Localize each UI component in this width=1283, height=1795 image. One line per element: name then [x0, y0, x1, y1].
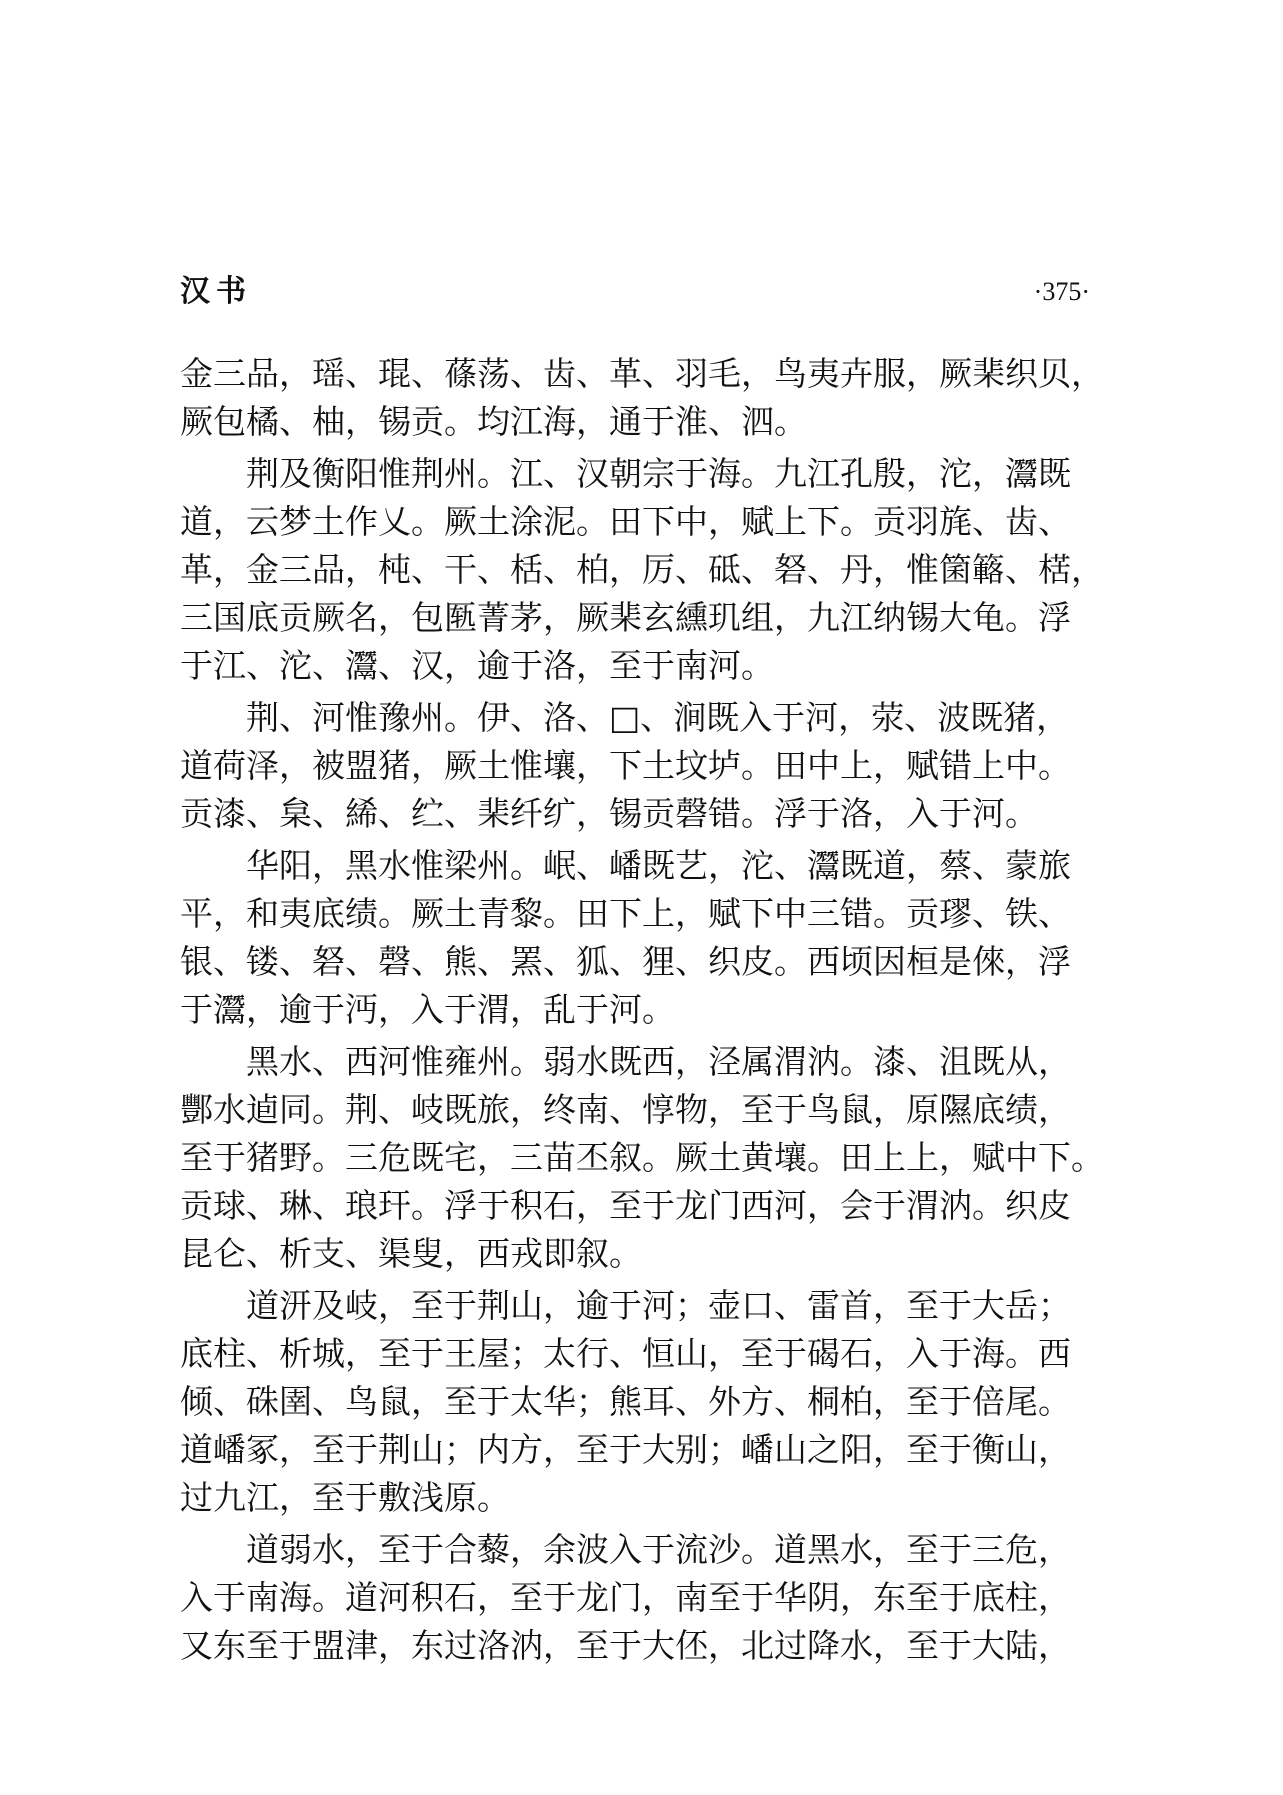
- text-line: 底柱、析城，至于王屋；太行、恒山，至于碣石，入于海。西: [180, 1334, 1071, 1373]
- text-line: 至于猪野。三危既宅，三苗丕叙。厥土黄壤。田上上，赋中下。: [180, 1138, 1104, 1177]
- text-line: 昆仑、析支、渠叟，西戎即叙。: [180, 1234, 642, 1273]
- text-line: 酆水逌同。荆、岐既旅，终南、惇物，至于鸟鼠，原隰底绩，: [180, 1090, 1071, 1129]
- page-header: [180, 272, 1090, 312]
- text-line: 革，金三品，杶、干、栝、柏，厉、砥、砮、丹，惟箘簵、楛，: [180, 550, 1104, 589]
- text-line: 于灊，逾于沔，入于渭，乱于河。: [180, 990, 675, 1029]
- paragraph-first-line: 黑水、西河惟雍州。弱水既西，泾属渭汭。漆、沮既从，: [246, 1042, 1071, 1081]
- text-line: 道荷泽，被盟猪，厥土惟壤，下土坟垆。田中上，赋错上中。: [180, 746, 1071, 785]
- text-line: 三国底贡厥名，包匦菁茅，厥棐玄纁玑组，九江纳锡大龟。浮: [180, 598, 1071, 637]
- paragraph-first-line: 华阳，黑水惟梁州。岷、嶓既艺，沱、灊既道，蔡、蒙旅: [246, 846, 1071, 885]
- running-title: 汉书: [180, 274, 252, 309]
- text-line: 平，和夷底绩。厥土青黎。田下上，赋下中三错。贡璆、铁、: [180, 894, 1071, 933]
- body-text: [180, 350, 1104, 1670]
- page-number: ·375·: [1033, 277, 1090, 306]
- text-line: 道嶓冢，至于荆山；内方，至于大别；嶓山之阳，至于衡山，: [180, 1430, 1071, 1469]
- text-line: 银、镂、砮、磬、熊、罴、狐、狸、织皮。西顷因桓是倈，浮: [180, 942, 1071, 981]
- text-line: 贡球、琳、琅玕。浮于积石，至于龙门西河，会于渭汭。织皮: [180, 1186, 1071, 1225]
- paragraph-first-line: 道弱水，至于合藜，余波入于流沙。道黑水，至于三危，: [246, 1530, 1071, 1569]
- text-line: 又东至于盟津，东过洛汭，至于大伾，北过降水，至于大陆，: [180, 1626, 1071, 1665]
- text-line: 金三品，瑶、琨、蓧荡、齿、革、羽毛，鸟夷卉服，厥棐织贝，: [180, 354, 1104, 393]
- text-line: 倾、硃圉、鸟鼠，至于太华；熊耳、外方、桐柏，至于倍尾。: [180, 1382, 1071, 1421]
- text-line: 道，云梦土作乂。厥土涂泥。田下中，赋上下。贡羽旄、齿、: [180, 502, 1071, 541]
- text-line: 过九江，至于敷浅原。: [180, 1478, 510, 1517]
- text-line: 贡漆、枲、絺、纻、棐纤纩，锡贡磬错。浮于洛，入于河。: [180, 794, 1038, 833]
- text-line: 入于南海。道河积石，至于龙门，南至于华阴，东至于底柱，: [180, 1578, 1071, 1617]
- text-line: 于江、沱、灊、汉，逾于洛，至于南河。: [180, 646, 774, 685]
- paragraph-first-line: 荆及衡阳惟荆州。江、汉朝宗于海。九江孔殷，沱，灊既: [246, 454, 1071, 493]
- text-line: 厥包橘、柚，锡贡。均江海，通于淮、泗。: [180, 402, 807, 441]
- paragraph-first-line: 道汧及岐，至于荆山，逾于河；壶口、雷首，至于大岳；: [246, 1286, 1071, 1325]
- paragraph-first-line: 荆、河惟豫州。伊、洛、□、涧既入于河，荥、波既猪，: [246, 698, 1070, 737]
